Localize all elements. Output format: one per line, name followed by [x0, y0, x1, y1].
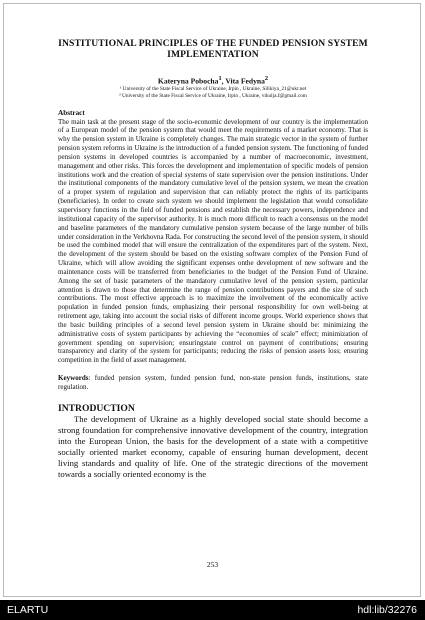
- paper-title: [58, 38, 368, 60]
- footer-handle-link[interactable]: hdl:lib/32276: [357, 604, 417, 616]
- author-1: Kateryna Pobocha: [157, 76, 219, 86]
- abstract-heading: Abstract: [58, 108, 85, 117]
- keywords: [58, 374, 368, 392]
- affiliation-2: ² University of the State Fiscal Service of Ukraine, Irpin , Ukraine, vikulja.f@gmail.com: [119, 92, 307, 99]
- introduction-text: The development of Ukraine as a highly developed social state should become a strong foundation for comprehensive innovative development of the country, integration into the European Union, the basis for the development of a state with a competitive socially oriented market economy, capable of ensuring human development, decent living standards and quality of life. One of the strategic directions of the movement towards a socially oriented economy is the: [58, 413, 368, 479]
- author-2-sup: 2: [264, 75, 269, 82]
- footer-left-label: ELARTU: [7, 604, 49, 616]
- abstract-text: The main task at the present stage of the socio-economic development of our country is the implementation of a European model of the pension system that would meet the requirements of a market economy. That is why the pension system in Ukraine is completely changes. The main strategic vector in the system of further pension system reforms in Ukraine is the introduction of a funded pension system. The functioning of funded pension systems in developed countries is accompanied by a number of macroeconomic, investment, management and other risks. This forces the development and implementation of specific models of pension institutions work and the creation of special systems of state supervision over the pension institutions. Under the institutional components of the mandatory cumulative level of the pension system, we mean the creation of a proper system of regulation and supervision that can reliably protect the rights of its participants (beneficiaries). In order to create such system we should implement the legislation that would consolidate supervisory functions in the field of funded pensions and establish the necessary powers, independence and institutional capacity of the supervisor authority. It is much more difficult to reach a consensus on the model and baseline parameters of the mandatory cumulative pension system because of the large number of bills under consideration in the Verkhovna Rada. For constructing the second level of the pension system, it should be used the combined model that will ensure the centralization of the expenditures part of the system. Next, the development of the system should be based on the existing software complex of the Pension Fund of Ukraine, which will allow avoiding the significant expenses onthe development of new software and the maintenance costs will be transferred from beneficiaries to the budget of the Pension Fund of Ukraine. Among the set of basic parameters of the mandatory cumulative level of the pension system, particular attention is drawn to those that determine the range of pension contributions payers and the size of such contributions. The most effective approach is to maximize the involvement of the economically active population in funded pension funds, emphasizing their personal responsibility for own well-being at retirement age, taking into account the social risks of different income groups. World experience shows that the basic building principles of a second level pension system in Ukraine should be: minimizing the administrative costs of system participants by achieving the “economies of scale” effect; minimization of government spending on supervision; ensuringstate control on payment of contributions; ensuring transparency and clarity of the system for participants; reducing the risks of pension assets loss; ensuring competition in the field of asset management.: [58, 117, 368, 365]
- title-line-2: IMPLEMENTATION: [167, 49, 259, 60]
- affiliation-1: ¹ University of the State Fiscal Service of Ukraine, Irpin , Ukraine, Silikiya_21@ukr.net: [119, 85, 307, 92]
- author-1-sup: 1: [218, 75, 222, 82]
- authors-line: [58, 74, 368, 86]
- introduction-heading: INTRODUCTION: [58, 402, 135, 414]
- repository-footer: [0, 600, 425, 620]
- author-separator: ,: [221, 76, 226, 86]
- author-2: Vita Fedyna: [225, 76, 265, 86]
- paper-page: [58, 38, 368, 480]
- title-line-1: INSTITUTIONAL PRINCIPLES OF THE FUNDED PENSION SYSTEM: [58, 38, 368, 49]
- page-number: 253: [206, 560, 219, 569]
- keywords-text: : funded pension system, funded pension fund, non-state pension funds, institutions, state regulation.: [58, 374, 368, 391]
- keywords-label: Keywords: [58, 374, 89, 383]
